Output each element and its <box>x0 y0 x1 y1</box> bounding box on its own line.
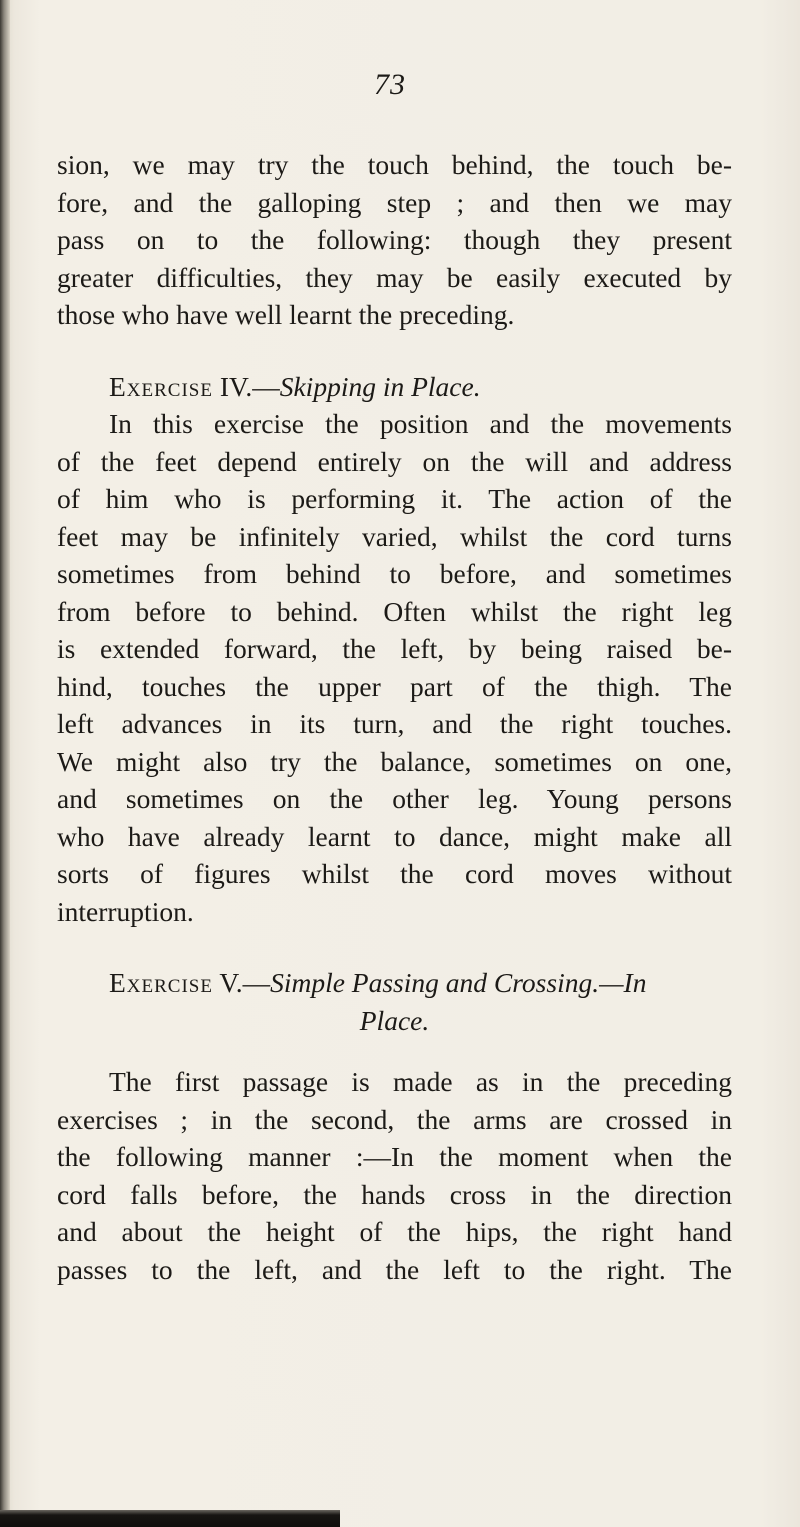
exercise-title: Skipping in Place. <box>279 370 481 402</box>
text-line: sometimes from behind to before, and sometimes <box>57 558 732 589</box>
exercise-iv-heading <box>57 368 732 406</box>
text-line: and sometimes on the other leg. Young persons <box>57 783 732 814</box>
heading-dash: — <box>252 370 280 402</box>
text-line: of him who is performing it. The action of the <box>57 483 732 514</box>
text-line: The first passage is made as in the preceding <box>109 1066 732 1097</box>
spacer <box>57 930 732 964</box>
heading-dash: — <box>242 967 271 998</box>
page-binding-shadow <box>0 0 10 1527</box>
exercise-v-paragraph <box>57 1063 732 1288</box>
spacer <box>57 1039 732 1063</box>
text-line: We might also try the balance, sometimes on one, <box>57 745 732 777</box>
text-line: sion, we may try the touch behind, the touch be- <box>57 149 732 180</box>
exercise-title-continued: Place. <box>359 1004 430 1036</box>
text-line: sorts of figures whilst the cord moves without <box>57 858 732 889</box>
text-line: greater difficulties, they may be easily executed by <box>57 261 732 293</box>
text-line: left advances in its turn, and the right touches. <box>57 708 732 739</box>
text-line: those who have well learnt the preceding. <box>57 299 515 330</box>
page-text <box>57 146 732 1288</box>
page-number: 73 <box>374 68 406 101</box>
text-line: pass on to the following: though they present <box>57 224 732 255</box>
text-line: fore, and the galloping step ; and then we may <box>57 186 732 218</box>
text-line: the following manner :—In the moment when the <box>57 1141 732 1172</box>
scan-edge-shadow <box>0 1510 340 1527</box>
text-line: from before to behind. Often whilst the right leg <box>57 595 732 627</box>
text-line: passes to the left, and the left to the right. The <box>57 1253 732 1285</box>
exercise-label: Exercise <box>109 967 213 998</box>
exercise-iv-paragraph <box>57 405 732 930</box>
text-line: who have already learnt to dance, might make all <box>57 820 732 852</box>
exercise-number: V. <box>219 967 243 998</box>
opening-paragraph <box>57 146 732 334</box>
exercise-v-heading <box>57 964 732 1002</box>
text-line: hind, touches the upper part of the thigh. The <box>57 670 732 702</box>
text-line: is extended forward, the left, by being raised be- <box>57 633 732 664</box>
text-line: cord falls before, the hands cross in the direction <box>57 1178 732 1210</box>
text-line: exercises ; in the second, the arms are crossed in <box>57 1103 732 1135</box>
text-line: and about the height of the hips, the right hand <box>57 1216 732 1247</box>
exercise-label: Exercise <box>109 370 213 402</box>
text-line: In this exercise the position and the movements <box>109 408 732 439</box>
exercise-title: Simple Passing and Crossing.—In <box>270 967 647 998</box>
exercise-number: IV. <box>219 370 253 402</box>
spacer <box>57 334 732 368</box>
text-line: of the feet depend entirely on the will and address <box>57 445 732 477</box>
text-line: interruption. <box>57 895 194 927</box>
text-line: feet may be infinitely varied, whilst the cord turns <box>57 520 732 552</box>
